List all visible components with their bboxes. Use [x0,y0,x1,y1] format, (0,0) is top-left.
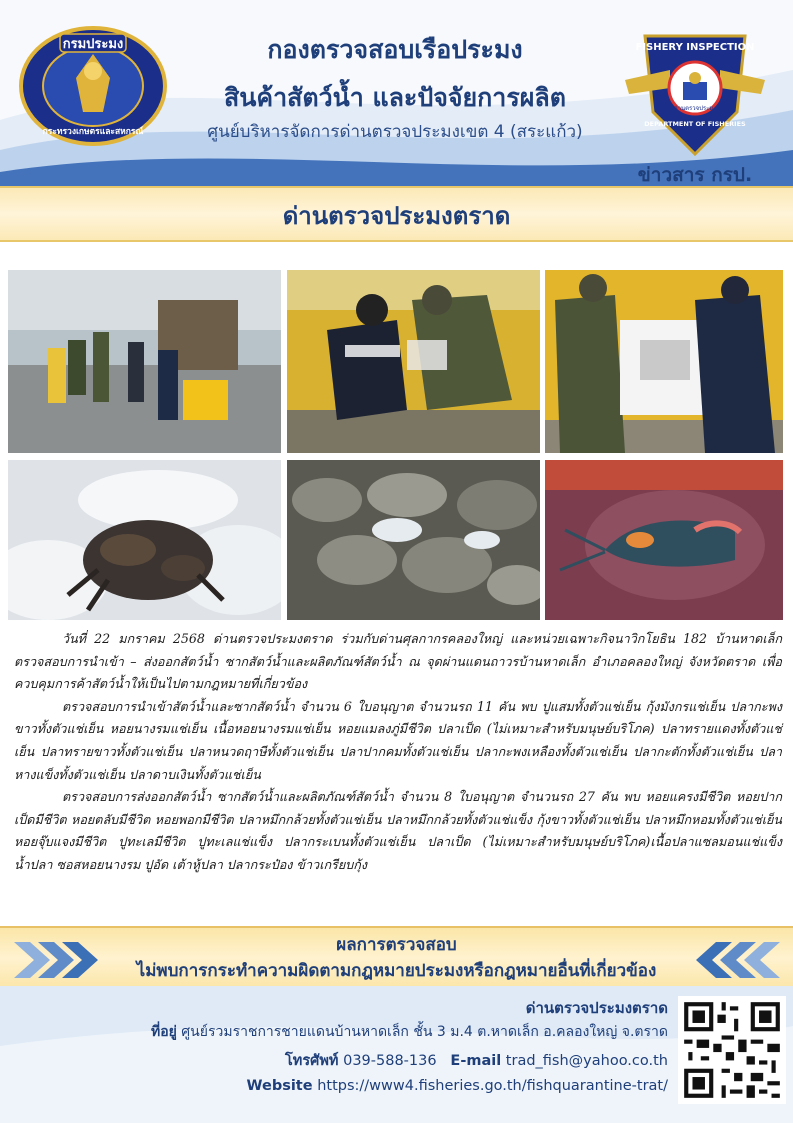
photo-inspectors-at-crates-icon [287,270,540,453]
paragraph-1: วันที่ 22 มกราคม 2568 ด่านตรวจประมงตราด ร่วมกับด่านศุลกากรคลองใหญ่ และหน่วยเฉพาะกิจนาวิกโยธิน 182 บ้านหาดเล็ก ตรวจสอบการนำเข้า – ส่งออกสัตว์น้ำ ซากสัตว์น้ำและผลิตภัณฑ์สัตว์น้ำ ณ จุดผ่านแดนถาวรบ้านหาดเล็ก อำเภอคลองใหญ่ จังหวัดตราด เพื่อควบคุมการค้าสัตว์น้ำให้เป็นไปตามกฎหมายที่เกี่ยวข้อง [14,631,782,692]
website-link[interactable]: https://www4.fisheries.go.th/fishquarantine-trat/ [317,1078,668,1094]
photo-frozen-crabs-icon [8,460,281,620]
page-title-line2: สินค้าสัตว์น้ำ และปัจจัยการผลิต [224,83,566,112]
footer-address [151,1021,668,1043]
left-logo-top-text: กรมประมง [62,37,124,52]
phone-value: 039-588-136 [343,1053,437,1069]
department-of-fisheries-seal-icon [18,26,168,146]
news-label: ข่าวสาร กรป. [637,164,753,186]
result-title: ผลการตรวจสอบ [336,935,457,955]
right-logo-bottom-text: DEPARTMENT OF FISHERIES [644,120,746,128]
paragraph-2: ตรวจสอบการนำเข้าสัตว์น้ำและซากสัตว์น้ำ จำนวน 6 ใบอนุญาต จำนวนรถ 11 คัน พบ ปูแสมทั้งตัวแช่เย็น กุ้งมังกรแช่เย็น ปลากะพงขาวทั้งตัวแช่เย็น หอยนางรมแช่เย็น เนื้อหอยนางรมแช่เย็น หอยแมลงภู่มีชีวิต ปลาเป็ด (ไม่เหมาะสำหรับมนุษย์บริโภค) ปลาทรายแดงทั้งตัวแช่เย็น ปลาทรายขาวทั้งตัวแช่เย็น ปลาหนวดฤาษีทั้งตัวแช่เย็น ปลาปากคมทั้งตัวแช่เย็น ปลากะพงเหลืองทั้งตัวแช่เย็น ปลากะตักทั้งตัวแช่เย็น ปลาหางแข็งทั้งตัวแช่เย็น ปลาดาบเงินทั้งตัวแช่เย็น [14,698,782,782]
right-logo-top-text: FISHERY INSPECTION [635,42,755,53]
photo-lobster-icon [545,460,783,620]
footer-contact [285,1049,668,1072]
section-title: ด่านตรวจประมงตราด [282,202,511,230]
article-body [14,628,782,877]
photo-frozen-oysters-icon [287,460,540,620]
paragraph-3: ตรวจสอบการส่งออกสัตว์น้ำ ซากสัตว์น้ำและผลิตภัณฑ์สัตว์น้ำ จำนวน 8 ใบอนุญาต จำนวนรถ 27 คัน พบ หอยแครงมีชีวิต หอยปากเป็ดมีชีวิต หอยตลับมีชีวิต หอยพอกมีชีวิต ปลาหมึกกล้วยทั้งตัวแช่เย็น ปลาหมึกกล้วยทั้งตัวแช่แข็ง กุ้งขาวทั้งตัวแช่เย็น ปลาหมึกหอมทั้งตัวแช่เย็น หอยจุ๊บแจงมีชีวิต ปูทะเลมีชีวิต ปูทะเลแช่แข็ง ปลากระเบนทั้งตัวแช่เย็น ปลาเป็ด (ไม่เหมาะสำหรับมนุษย์บริโภค)เนื้อปลาแซลมอนแช่แข็ง น้ำปลา ซอสหอยนางรม ปูอัด เต้าหู้ปลา ปลากระป๋อง ข้าวเกรียบกุ้ง [14,789,782,872]
photo-frozen-oysters [287,460,540,620]
photo-officer-checking-box [545,270,783,453]
left-logo-bottom-text: กระทรวงเกษตรและสหกรณ์ [42,127,144,137]
photo-lobster [545,460,783,620]
qr-code-icon[interactable] [678,996,786,1104]
result-text: ไม่พบการกระทำความผิดตามกฎหมายประมงหรือกฎหมายอื่นที่เกี่ยวข้อง [136,961,657,981]
photo-inspectors-at-crates [287,270,540,453]
right-logo-center-text: ด่านตรวจประมง [673,105,717,112]
phone-label: โทรศัพท์ [285,1053,339,1069]
email-label: E-mail [450,1053,502,1069]
email-value[interactable]: trad_fish@yahoo.co.th [505,1053,668,1069]
photo-inspection-checkpoint [8,270,281,453]
website-label: Website [246,1078,313,1094]
page-title-line1: กองตรวจสอบเรือประมง [267,35,523,64]
address-label: ที่อยู่ [151,1024,177,1040]
footer-website [247,1078,668,1094]
page-subtitle: ศูนย์บริหารจัดการด่านตรวจประมงเขต 4 (สระแก้ว) [207,122,583,142]
fishery-inspection-badge-icon [625,22,765,160]
footer-office-name: ด่านตรวจประมงตราด [525,999,668,1017]
photo-frozen-crabs [8,460,281,620]
photo-inspection-checkpoint-icon [8,270,281,453]
photo-officer-checking-box-icon [545,270,783,453]
address-value: ศูนย์รวมราชการชายแดนบ้านหาดเล็ก ชั้น 3 ม.4 ต.หาดเล็ก อ.คลองใหญ่ จ.ตราด [181,1024,668,1040]
